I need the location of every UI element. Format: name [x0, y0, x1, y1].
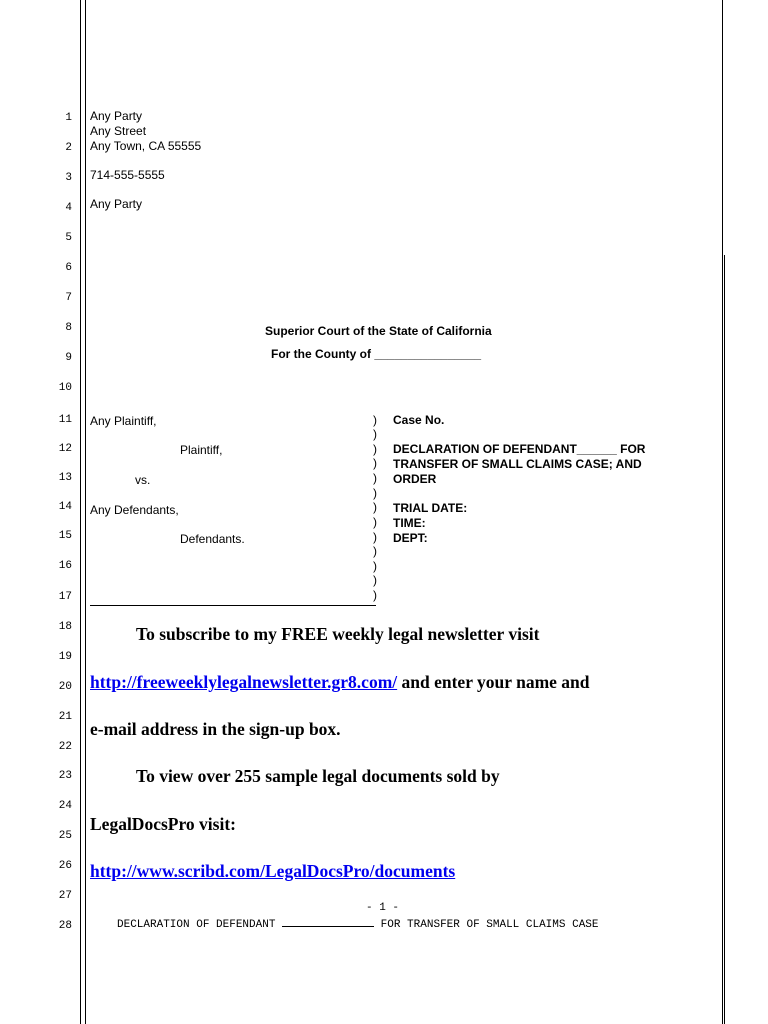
line-number: 12: [58, 443, 72, 455]
line-number: 8: [65, 322, 72, 334]
line-number: 20: [58, 681, 72, 693]
page-number: - 1 -: [366, 902, 400, 914]
document-title-line-1: DECLARATION OF DEFENDANT______ FOR: [393, 442, 646, 456]
party-street: Any Street: [90, 124, 147, 138]
line-number: 10: [58, 382, 72, 394]
line-number: 14: [58, 501, 72, 513]
footer-title-left: DECLARATION OF DEFENDANT: [117, 919, 276, 931]
line-number: 18: [58, 621, 72, 633]
caption-paren: ): [373, 442, 377, 456]
newsletter-text: To subscribe to my FREE weekly legal newsletter visit: [136, 624, 540, 644]
caption-paren: ): [373, 530, 377, 544]
sample-docs-text: To view over 255 sample legal documents sold by: [136, 766, 500, 786]
trial-date-label: TRIAL DATE:: [393, 501, 468, 515]
line-number: 11: [58, 414, 72, 426]
footer-title-right: FOR TRANSFER OF SMALL CLAIMS CASE: [380, 919, 599, 931]
line-number: 4: [65, 202, 72, 214]
footer-title: [117, 917, 599, 931]
line-number: 23: [58, 770, 72, 782]
versus: vs.: [135, 473, 151, 487]
party-city: Any Town, CA 55555: [90, 139, 202, 153]
document-title-line-2: TRANSFER OF SMALL CLAIMS CASE; AND: [393, 457, 642, 471]
caption-paren: ): [373, 413, 377, 427]
line-number: 27: [58, 890, 72, 902]
dept-label: DEPT:: [393, 531, 428, 545]
line-number: 21: [58, 711, 72, 723]
line-number: 3: [65, 172, 72, 184]
caption-paren: ): [373, 427, 377, 441]
footer-blank: [282, 917, 374, 927]
newsletter-line-3: e-mail address in the sign-up box.: [90, 719, 341, 739]
caption-paren: ): [373, 486, 377, 500]
left-margin-rule-inner: [85, 0, 86, 1024]
line-number: 26: [58, 860, 72, 872]
scribd-link[interactable]: http://www.scribd.com/LegalDocsPro/documents: [90, 861, 456, 881]
line-number: 13: [58, 472, 72, 484]
newsletter-line-2-rest: and enter your name and: [397, 672, 590, 692]
caption-paren: ): [373, 559, 377, 573]
newsletter-line-2: [90, 672, 590, 692]
line-number: 17: [58, 591, 72, 603]
right-margin-rule-outer: [724, 255, 725, 1024]
time-label: TIME:: [393, 516, 426, 530]
caption-paren: ): [373, 500, 377, 514]
line-number: 15: [58, 530, 72, 542]
caption-paren: ): [373, 588, 377, 602]
caption-paren: ): [373, 515, 377, 529]
caption-paren: ): [373, 544, 377, 558]
plaintiff-name: Any Plaintiff,: [90, 414, 157, 428]
caption-rule: [90, 605, 376, 606]
document-title-line-3: ORDER: [393, 472, 437, 486]
left-margin-rule: [80, 0, 81, 1024]
attorney-for: Any Party: [90, 197, 143, 211]
line-number: 7: [65, 292, 72, 304]
line-number: 22: [58, 741, 72, 753]
line-number: 9: [65, 352, 72, 364]
defendant-name: Any Defendants,: [90, 503, 179, 517]
court-title: Superior Court of the State of California: [265, 324, 492, 338]
caption-paren: ): [373, 471, 377, 485]
line-number: 6: [65, 262, 72, 274]
line-number: 2: [65, 142, 72, 154]
line-number: 1: [65, 112, 72, 124]
sample-docs-line-2: LegalDocsPro visit:: [90, 814, 236, 834]
party-name: Any Party: [90, 109, 143, 123]
line-number: 24: [58, 800, 72, 812]
caption-paren: ): [373, 456, 377, 470]
case-number-label: Case No.: [393, 413, 445, 427]
caption-paren: ): [373, 573, 377, 587]
right-margin-rule: [722, 0, 723, 1024]
court-county: For the County of ________________: [271, 347, 482, 361]
line-number: 19: [58, 651, 72, 663]
newsletter-link[interactable]: http://freeweeklylegalnewsletter.gr8.com/: [90, 672, 398, 692]
sample-docs-line-3: [90, 861, 455, 881]
defendant-role: Defendants.: [180, 532, 245, 546]
line-number: 5: [65, 232, 72, 244]
party-phone: 714-555-5555: [90, 168, 165, 182]
line-number: 28: [58, 920, 72, 932]
line-number: 16: [58, 560, 72, 572]
plaintiff-role: Plaintiff,: [180, 443, 223, 457]
line-number: 25: [58, 830, 72, 842]
